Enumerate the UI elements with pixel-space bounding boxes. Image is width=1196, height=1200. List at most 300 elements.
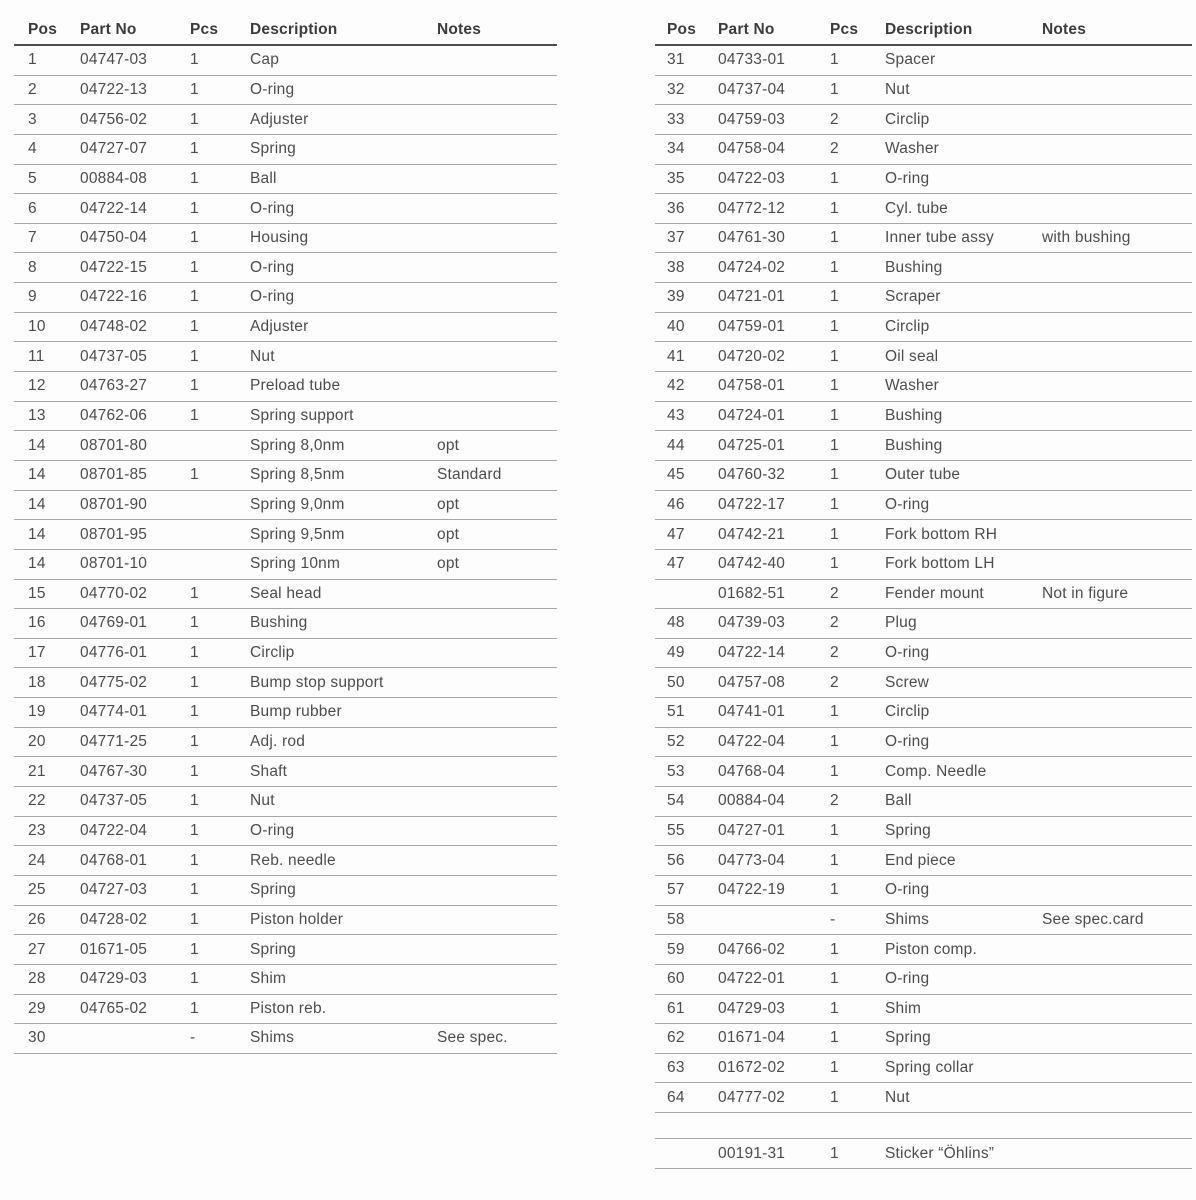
cell-pcs: 1 xyxy=(190,466,199,484)
cell-pos: 17 xyxy=(28,644,46,662)
cell-description: Bump stop support xyxy=(250,673,384,691)
cell-pcs: 1 xyxy=(190,258,199,276)
table-row xyxy=(14,550,557,580)
cell-pos: 19 xyxy=(28,703,46,721)
cell-pos: 28 xyxy=(28,970,46,988)
table-row xyxy=(655,728,1192,758)
table-row xyxy=(655,995,1192,1025)
cell-description: Oil seal xyxy=(885,347,939,365)
table-row xyxy=(655,787,1192,817)
cell-part-no: 04722-15 xyxy=(80,258,148,276)
cell-pos: 50 xyxy=(667,673,685,691)
cell-part-no: 04767-30 xyxy=(80,762,148,780)
table-row xyxy=(14,846,557,876)
table-row xyxy=(655,520,1192,550)
column-header-part-no: Part No xyxy=(80,20,137,38)
table-row xyxy=(14,253,557,283)
table-row xyxy=(14,639,557,669)
cell-pos: 59 xyxy=(667,940,685,958)
cell-pos: 52 xyxy=(667,733,685,751)
cell-part-no: 04741-01 xyxy=(718,703,786,721)
column-header-pos: Pos xyxy=(28,20,58,38)
table-row xyxy=(655,965,1192,995)
table-row xyxy=(655,135,1192,165)
cell-pos: 55 xyxy=(667,821,685,839)
cell-pcs: 1 xyxy=(830,199,839,217)
table-row xyxy=(14,165,557,195)
cell-description: Scraper xyxy=(885,288,941,306)
cell-pos: 32 xyxy=(667,80,685,98)
cell-description: Bushing xyxy=(885,258,943,276)
cell-pos: 38 xyxy=(667,258,685,276)
cell-part-no: 04756-02 xyxy=(80,110,148,128)
table-row xyxy=(655,609,1192,639)
cell-pos: 24 xyxy=(28,851,46,869)
table-row xyxy=(14,402,557,432)
cell-description: Comp. Needle xyxy=(885,762,987,780)
table-row xyxy=(655,224,1192,254)
cell-description: O-ring xyxy=(250,821,295,839)
cell-part-no: 08701-85 xyxy=(80,466,148,484)
table-row xyxy=(14,313,557,343)
cell-pos: 20 xyxy=(28,733,46,751)
cell-notes: opt xyxy=(437,495,460,513)
cell-pos: 43 xyxy=(667,407,685,424)
cell-part-no: 04728-02 xyxy=(80,910,148,928)
cell-description: Spring collar xyxy=(885,1059,974,1077)
table-row xyxy=(655,342,1192,372)
cell-pcs: 1 xyxy=(830,436,839,454)
table-row xyxy=(655,876,1192,906)
cell-description: Sticker “Öhlins” xyxy=(885,1144,995,1162)
cell-part-no: 04776-01 xyxy=(80,644,148,662)
cell-pcs: 1 xyxy=(190,169,199,187)
cell-part-no: 04722-14 xyxy=(718,644,786,662)
table-row xyxy=(655,935,1192,965)
cell-pcs: 1 xyxy=(830,970,839,988)
table-row xyxy=(655,757,1192,787)
cell-description: Spring 9,5nm xyxy=(250,525,345,543)
cell-pos: 63 xyxy=(667,1059,685,1077)
table-row xyxy=(655,283,1192,313)
cell-pos: 11 xyxy=(28,347,45,365)
table-row xyxy=(655,46,1192,76)
cell-part-no: 04722-03 xyxy=(718,169,786,187)
cell-pos: 26 xyxy=(28,910,46,928)
cell-part-no: 04722-04 xyxy=(718,733,786,751)
table-row xyxy=(14,698,557,728)
cell-description: Adj. rod xyxy=(250,733,306,751)
table-header-right xyxy=(655,15,1192,46)
cell-description: Nut xyxy=(250,792,275,810)
cell-pos: 18 xyxy=(28,673,46,691)
cell-pcs: 1 xyxy=(190,584,199,602)
table-row xyxy=(14,906,557,936)
table-row xyxy=(14,757,557,787)
cell-description: Fork bottom LH xyxy=(885,555,995,573)
table-row xyxy=(655,253,1192,283)
cell-pcs: 1 xyxy=(190,881,199,899)
cell-description: Spring xyxy=(250,140,297,158)
cell-description: Reb. needle xyxy=(250,851,336,869)
cell-description: Bushing xyxy=(250,614,308,632)
cell-description: Shaft xyxy=(250,762,288,780)
table-body-right xyxy=(655,46,1192,1113)
cell-part-no: 00191-31 xyxy=(718,1144,786,1162)
table-row xyxy=(655,639,1192,669)
column-header-description: Description xyxy=(885,20,973,38)
cell-pcs: 1 xyxy=(190,970,199,988)
cell-pcs: 1 xyxy=(830,288,839,306)
cell-notes: Not in figure xyxy=(1042,584,1129,602)
table-row xyxy=(14,965,557,995)
cell-part-no: 04729-03 xyxy=(718,999,786,1017)
cell-description: Spring support xyxy=(250,407,354,424)
cell-part-no: 01671-04 xyxy=(718,1029,786,1047)
cell-part-no: 04759-03 xyxy=(718,110,786,128)
cell-pcs: 1 xyxy=(830,51,839,69)
cell-description: Spring 8,5nm xyxy=(250,466,345,484)
cell-description: O-ring xyxy=(250,199,295,217)
cell-pcs: 1 xyxy=(190,851,199,869)
cell-pcs: 2 xyxy=(830,644,839,662)
cell-pos: 33 xyxy=(667,110,685,128)
column-header-pcs: Pcs xyxy=(190,20,219,38)
cell-part-no: 04722-01 xyxy=(718,970,786,988)
cell-pos: 14 xyxy=(28,555,46,573)
table-row xyxy=(655,76,1192,106)
table-row xyxy=(655,165,1192,195)
cell-pos: 35 xyxy=(667,169,685,187)
cell-description: Piston holder xyxy=(250,910,344,928)
cell-part-no: 04733-01 xyxy=(718,51,786,69)
cell-part-no: 04772-12 xyxy=(718,199,786,217)
table-row xyxy=(655,550,1192,580)
cell-description: Spring xyxy=(885,821,932,839)
cell-description: Preload tube xyxy=(250,377,341,395)
cell-part-no: 04750-04 xyxy=(80,229,148,247)
cell-description: Piston comp. xyxy=(885,940,977,958)
cell-pcs: 1 xyxy=(830,525,839,543)
cell-description: Spring 9,0nm xyxy=(250,495,345,513)
cell-notes: opt xyxy=(437,555,460,573)
cell-pos: 62 xyxy=(667,1029,685,1047)
cell-notes: Standard xyxy=(437,466,502,484)
cell-description: Nut xyxy=(885,1088,910,1106)
cell-pcs: 1 xyxy=(190,673,199,691)
cell-description: Bushing xyxy=(885,436,943,454)
cell-description: Housing xyxy=(250,229,309,247)
cell-pos: 37 xyxy=(667,229,685,247)
cell-notes: See spec.card xyxy=(1042,910,1144,928)
cell-part-no: 01682-51 xyxy=(718,584,786,602)
cell-description: O-ring xyxy=(885,495,930,513)
table-row xyxy=(14,520,557,550)
cell-pos: 39 xyxy=(667,288,685,306)
cell-pcs: 1 xyxy=(830,999,839,1017)
cell-part-no: 04725-01 xyxy=(718,436,786,454)
cell-pcs: 1 xyxy=(830,762,839,780)
cell-pcs: 1 xyxy=(190,792,199,810)
table-row xyxy=(655,817,1192,847)
cell-pcs: 1 xyxy=(190,910,199,928)
table-row xyxy=(655,313,1192,343)
table-row xyxy=(14,728,557,758)
cell-description: Seal head xyxy=(250,584,322,602)
cell-pcs: 1 xyxy=(830,229,839,247)
table-body-left xyxy=(14,46,557,1054)
cell-part-no: 01671-05 xyxy=(80,940,148,958)
cell-description: End piece xyxy=(885,851,956,869)
cell-part-no: 04727-03 xyxy=(80,881,148,899)
cell-part-no: 04747-03 xyxy=(80,51,148,69)
table-row xyxy=(655,372,1192,402)
table-row xyxy=(14,46,557,76)
cell-pos: 41 xyxy=(667,347,685,365)
cell-pcs: 2 xyxy=(830,584,839,602)
cell-description: Spring 10nm xyxy=(250,555,341,573)
cell-pcs: 1 xyxy=(190,199,199,217)
cell-pcs: 1 xyxy=(190,644,199,662)
cell-pcs: 1 xyxy=(830,495,839,513)
cell-pcs: 1 xyxy=(190,347,199,365)
cell-part-no: 08701-80 xyxy=(80,436,148,454)
cell-pcs: 2 xyxy=(830,140,839,158)
cell-pcs: 1 xyxy=(190,140,199,158)
cell-pos: 44 xyxy=(667,436,685,454)
table-row xyxy=(14,787,557,817)
cell-pcs: - xyxy=(190,1029,196,1047)
cell-part-no: 04739-03 xyxy=(718,614,786,632)
cell-pos: 10 xyxy=(28,318,46,336)
cell-pos: 29 xyxy=(28,999,46,1017)
cell-description: Shims xyxy=(250,1029,295,1047)
cell-pcs: 1 xyxy=(830,318,839,336)
cell-part-no: 04737-05 xyxy=(80,347,148,365)
cell-description: Washer xyxy=(885,377,940,395)
cell-description: Bushing xyxy=(885,407,943,424)
table-row xyxy=(14,461,557,491)
cell-part-no: 00884-08 xyxy=(80,169,148,187)
table-row xyxy=(655,1083,1192,1113)
table-row xyxy=(14,76,557,106)
cell-part-no: 04777-02 xyxy=(718,1088,786,1106)
cell-pos: 27 xyxy=(28,940,46,958)
column-header-pos: Pos xyxy=(667,20,697,38)
cell-description: Cap xyxy=(250,51,280,69)
cell-pos: 30 xyxy=(28,1029,46,1047)
cell-pos: 3 xyxy=(28,110,37,128)
cell-part-no: 04721-01 xyxy=(718,288,786,306)
cell-description: Plug xyxy=(885,614,917,632)
cell-pcs: 1 xyxy=(190,407,199,424)
cell-description: Cyl. tube xyxy=(885,199,948,217)
cell-pcs: 1 xyxy=(190,703,199,721)
cell-pos: 48 xyxy=(667,614,685,632)
cell-part-no: 04769-01 xyxy=(80,614,148,632)
table-row xyxy=(14,194,557,224)
cell-pcs: 1 xyxy=(830,881,839,899)
cell-pos: 12 xyxy=(28,377,46,395)
cell-pcs: 1 xyxy=(830,347,839,365)
cell-pcs: 1 xyxy=(830,703,839,721)
cell-part-no: 08701-90 xyxy=(80,495,148,513)
table-row xyxy=(655,431,1192,461)
cell-pcs: 2 xyxy=(830,792,839,810)
cell-pos: 13 xyxy=(28,407,46,424)
cell-pos: 57 xyxy=(667,881,685,899)
cell-pcs: 1 xyxy=(190,110,199,128)
cell-description: O-ring xyxy=(885,169,930,187)
cell-pcs: 1 xyxy=(830,733,839,751)
cell-notes: with bushing xyxy=(1042,229,1131,247)
cell-pos: 16 xyxy=(28,614,46,632)
cell-description: O-ring xyxy=(885,970,930,988)
table-row xyxy=(655,194,1192,224)
cell-part-no: 04758-04 xyxy=(718,140,786,158)
cell-pcs: 1 xyxy=(190,51,199,69)
cell-description: Piston reb. xyxy=(250,999,327,1017)
table-row xyxy=(14,580,557,610)
cell-pos: 42 xyxy=(667,377,685,395)
table-row xyxy=(14,135,557,165)
table-row xyxy=(655,491,1192,521)
cell-notes: opt xyxy=(437,436,460,454)
cell-description: Adjuster xyxy=(250,110,309,128)
parts-table-right xyxy=(655,15,1192,1169)
cell-pcs: 1 xyxy=(830,407,839,424)
cell-part-no: 04773-04 xyxy=(718,851,786,869)
table-row xyxy=(655,668,1192,698)
cell-description: Circlip xyxy=(885,703,930,721)
cell-part-no: 00884-04 xyxy=(718,792,786,810)
cell-part-no: 04774-01 xyxy=(80,703,148,721)
table-row xyxy=(14,609,557,639)
cell-pos: 14 xyxy=(28,466,46,484)
cell-pos: 45 xyxy=(667,466,685,484)
cell-pos: 6 xyxy=(28,199,37,217)
cell-description: O-ring xyxy=(885,881,930,899)
cell-part-no: 04766-02 xyxy=(718,940,786,958)
cell-part-no: 04722-17 xyxy=(718,495,786,513)
cell-pos: 40 xyxy=(667,318,685,336)
cell-part-no: 04737-04 xyxy=(718,80,786,98)
table-row xyxy=(655,846,1192,876)
table-row xyxy=(14,935,557,965)
cell-part-no: 04765-02 xyxy=(80,999,148,1017)
cell-part-no: 08701-10 xyxy=(80,555,148,573)
table-row xyxy=(655,698,1192,728)
table-row xyxy=(14,491,557,521)
cell-pos: 14 xyxy=(28,495,46,513)
cell-pos: 9 xyxy=(28,288,37,306)
cell-part-no: 04763-27 xyxy=(80,377,148,395)
cell-pcs: - xyxy=(830,910,836,928)
cell-description: Spring 8,0nm xyxy=(250,436,345,454)
cell-pos: 34 xyxy=(667,140,685,158)
cell-part-no: 04722-16 xyxy=(80,288,148,306)
column-header-part-no: Part No xyxy=(718,20,775,38)
cell-pcs: 1 xyxy=(190,999,199,1017)
cell-part-no: 04760-32 xyxy=(718,466,786,484)
cell-pos: 47 xyxy=(667,525,685,543)
cell-description: O-ring xyxy=(885,733,930,751)
cell-pos: 47 xyxy=(667,555,685,573)
cell-part-no: 01672-02 xyxy=(718,1059,786,1077)
table-row xyxy=(14,283,557,313)
cell-pcs: 2 xyxy=(830,614,839,632)
cell-part-no: 04724-01 xyxy=(718,407,786,424)
table-row xyxy=(14,668,557,698)
cell-description: Circlip xyxy=(885,318,930,336)
cell-description: Shim xyxy=(885,999,922,1017)
cell-part-no: 04770-02 xyxy=(80,584,148,602)
cell-description: O-ring xyxy=(250,288,295,306)
column-header-notes: Notes xyxy=(437,20,482,38)
column-header-notes: Notes xyxy=(1042,20,1087,38)
cell-pcs: 1 xyxy=(830,1059,839,1077)
cell-pos: 51 xyxy=(667,703,685,721)
column-header-description: Description xyxy=(250,20,338,38)
cell-pos: 60 xyxy=(667,970,685,988)
cell-part-no: 04720-02 xyxy=(718,347,786,365)
cell-pcs: 1 xyxy=(830,821,839,839)
cell-part-no: 04758-01 xyxy=(718,377,786,395)
cell-notes: See spec. xyxy=(437,1029,508,1047)
cell-pos: 4 xyxy=(28,140,37,158)
table-row xyxy=(14,105,557,135)
cell-notes: opt xyxy=(437,525,460,543)
cell-pcs: 2 xyxy=(830,110,839,128)
cell-description: Shims xyxy=(885,910,930,928)
cell-part-no: 04722-14 xyxy=(80,199,148,217)
cell-pcs: 1 xyxy=(190,614,199,632)
cell-pos: 46 xyxy=(667,495,685,513)
cell-description: Fender mount xyxy=(885,584,984,602)
cell-part-no: 04722-19 xyxy=(718,881,786,899)
cell-description: Adjuster xyxy=(250,318,309,336)
cell-pcs: 1 xyxy=(190,80,199,98)
cell-pos: 25 xyxy=(28,881,46,899)
cell-part-no: 04748-02 xyxy=(80,318,148,336)
cell-pos: 21 xyxy=(28,762,46,780)
table-row xyxy=(14,372,557,402)
table-row xyxy=(655,461,1192,491)
table-row xyxy=(655,402,1192,432)
cell-description: Spring xyxy=(250,940,297,958)
table-row xyxy=(14,342,557,372)
cell-description: Nut xyxy=(885,80,910,98)
cell-pos: 8 xyxy=(28,258,37,276)
cell-pcs: 1 xyxy=(190,318,199,336)
table-row xyxy=(14,1024,557,1054)
cell-pcs: 1 xyxy=(830,258,839,276)
cell-part-no: 08701-95 xyxy=(80,525,148,543)
cell-pcs: 1 xyxy=(830,851,839,869)
table-gap xyxy=(655,1113,1192,1138)
cell-pcs: 1 xyxy=(190,940,199,958)
cell-pos: 22 xyxy=(28,792,46,810)
cell-pos: 49 xyxy=(667,644,685,662)
cell-description: Fork bottom RH xyxy=(885,525,998,543)
cell-part-no: 04742-21 xyxy=(718,525,786,543)
cell-part-no: 04771-25 xyxy=(80,733,148,751)
cell-pcs: 1 xyxy=(190,821,199,839)
table-row xyxy=(14,817,557,847)
cell-description: Inner tube assy xyxy=(885,229,994,247)
table-row xyxy=(655,105,1192,135)
cell-part-no: 04768-01 xyxy=(80,851,148,869)
